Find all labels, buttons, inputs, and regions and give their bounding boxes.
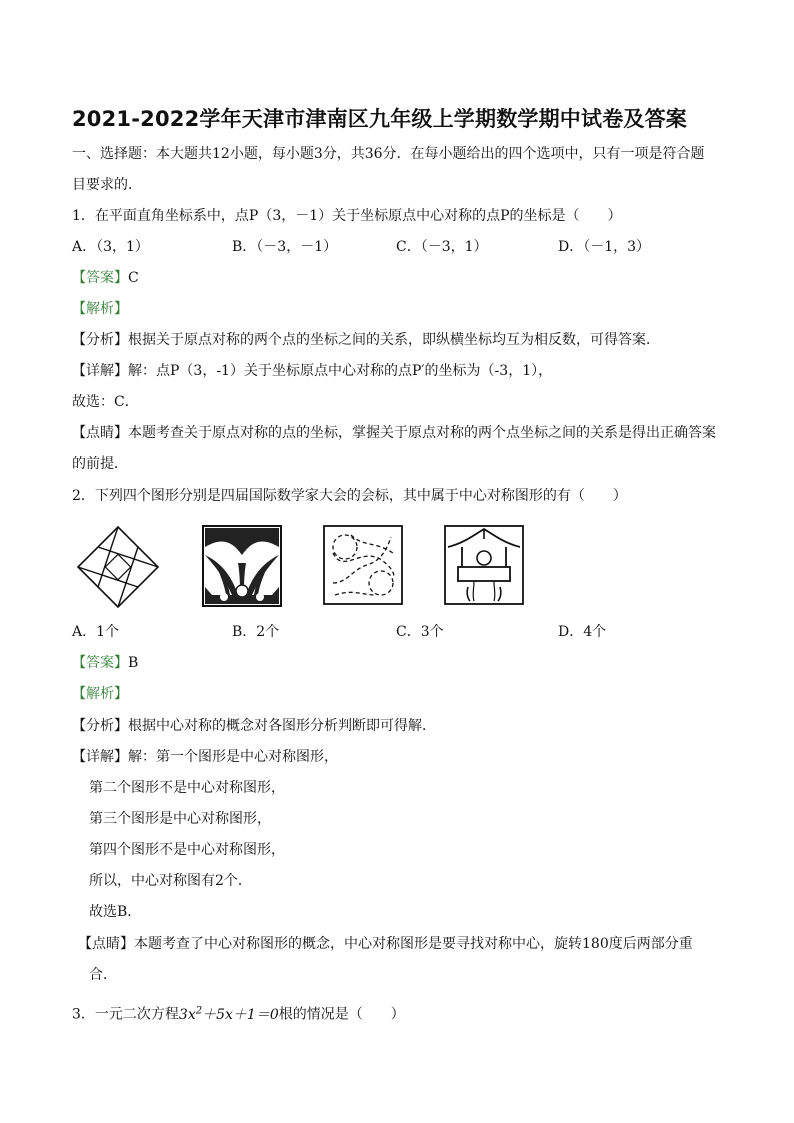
q2-fenxi	[72, 716, 436, 736]
q2-detail-line4: 第四个图形不是中心对称图形，	[89, 842, 285, 858]
q2-detail-line6: 故选B．	[89, 904, 142, 920]
q1-answer	[72, 268, 139, 288]
section-heading-line1: 一、选择题：本大题共12小题，每小题3分，共36分．在每小题给出的四个选项中，只有一项是符合题	[72, 146, 705, 162]
q2-detail-line5: 所以，中心对称图有2个．	[89, 873, 252, 889]
section-heading-line2: 目要求的．	[72, 177, 142, 193]
q2-xiangjie	[72, 747, 338, 767]
q3-eq-exponent: 2	[195, 1005, 203, 1016]
q1-dianjing-cont: 的前提．	[72, 456, 128, 472]
q2-analysis-tag	[72, 684, 128, 704]
q2-option-d: D．4个	[558, 624, 607, 640]
q1-option-a: A．（3，1）	[72, 239, 149, 255]
q1-dianjing	[72, 423, 716, 443]
q1-guxuan: 故选：C．	[72, 394, 139, 410]
xiangjie-tag: 【详解】	[72, 363, 128, 379]
q3-suffix: 根的情况是（ ）	[278, 1006, 405, 1023]
answer-value: C	[128, 270, 139, 286]
figure-4-arch-emblem	[444, 525, 524, 605]
fenxi-text: 根据关于原点对称的两个点的坐标之间的关系，即纵横坐标均互为相反数，可得答案．	[128, 332, 660, 348]
q1-analysis-tag	[72, 299, 128, 319]
q2-answer	[72, 653, 138, 673]
xiangjie-tag: 【详解】	[72, 749, 128, 765]
q3-eq-rest: ＋5x＋1＝0	[202, 1006, 279, 1023]
q2-option-c: C．3个	[396, 624, 444, 640]
fenxi-tag: 【分析】	[72, 332, 128, 348]
dianjing-tag: 【点睛】	[78, 936, 134, 952]
answer-tag: 【答案】	[72, 655, 128, 671]
q1-fenxi	[72, 330, 660, 350]
q2-option-b: B．2个	[232, 624, 280, 640]
q2-option-a: A．1个	[72, 624, 120, 640]
fenxi-tag: 【分析】	[72, 718, 128, 734]
q1-option-d: D．（－1，3）	[558, 239, 651, 255]
q2-dianjing-cont: 合．	[89, 967, 117, 983]
q2-dianjing	[78, 934, 693, 954]
q2-detail-line2: 第二个图形不是中心对称图形，	[89, 780, 285, 796]
page-title: 2021-2022学年天津市津南区九年级上学期数学期中试卷及答案	[72, 107, 688, 131]
xiangjie-text: 解：点P（3，-1）关于坐标原点中心对称的点P′的坐标为（-3，1），	[128, 363, 553, 379]
analysis-tag: 【解析】	[72, 301, 128, 317]
answer-tag: 【答案】	[72, 270, 128, 286]
q3-equation	[179, 1007, 279, 1023]
dianjing-tag: 【点睛】	[72, 425, 128, 441]
dianjing-text: 本题考查了中心对称图形的概念，中心对称图形是要寻找对称中心，旋转180度后两部分重	[134, 936, 693, 952]
fenxi-text: 根据中心对称的概念对各图形分析判断即可得解．	[128, 718, 436, 734]
q3-stem	[72, 1001, 405, 1025]
xiangjie-text: 解：第一个图形是中心对称图形，	[128, 749, 338, 765]
q3-eq-term1: 3x	[178, 1006, 196, 1023]
q1-option-b: B．（－3，－1）	[232, 239, 338, 255]
answer-value: B	[128, 655, 139, 671]
figure-3-dashed-circles	[323, 525, 403, 605]
figure-2-emblem	[202, 525, 282, 607]
q2-stem: 2．下列四个图形分别是四届国际数学家大会的会标，其中属于中心对称图形的有（ ）	[72, 488, 627, 504]
q2-detail-line3: 第三个图形是中心对称图形，	[89, 811, 271, 827]
dianjing-text: 本题考查关于原点对称的点的坐标，掌握关于原点对称的两个点坐标之间的关系是得出正确答案	[128, 425, 716, 441]
analysis-tag: 【解析】	[72, 686, 128, 702]
q1-stem: 1．在平面直角坐标系中，点P（3，－1）关于坐标原点中心对称的点P的坐标是（ ）	[72, 208, 622, 224]
q3-prefix: 3．一元二次方程	[72, 1006, 179, 1023]
q1-option-c: C．（－3，1）	[396, 239, 488, 255]
q1-xiangjie	[72, 361, 552, 381]
figure-1-pinwheel	[76, 525, 160, 609]
